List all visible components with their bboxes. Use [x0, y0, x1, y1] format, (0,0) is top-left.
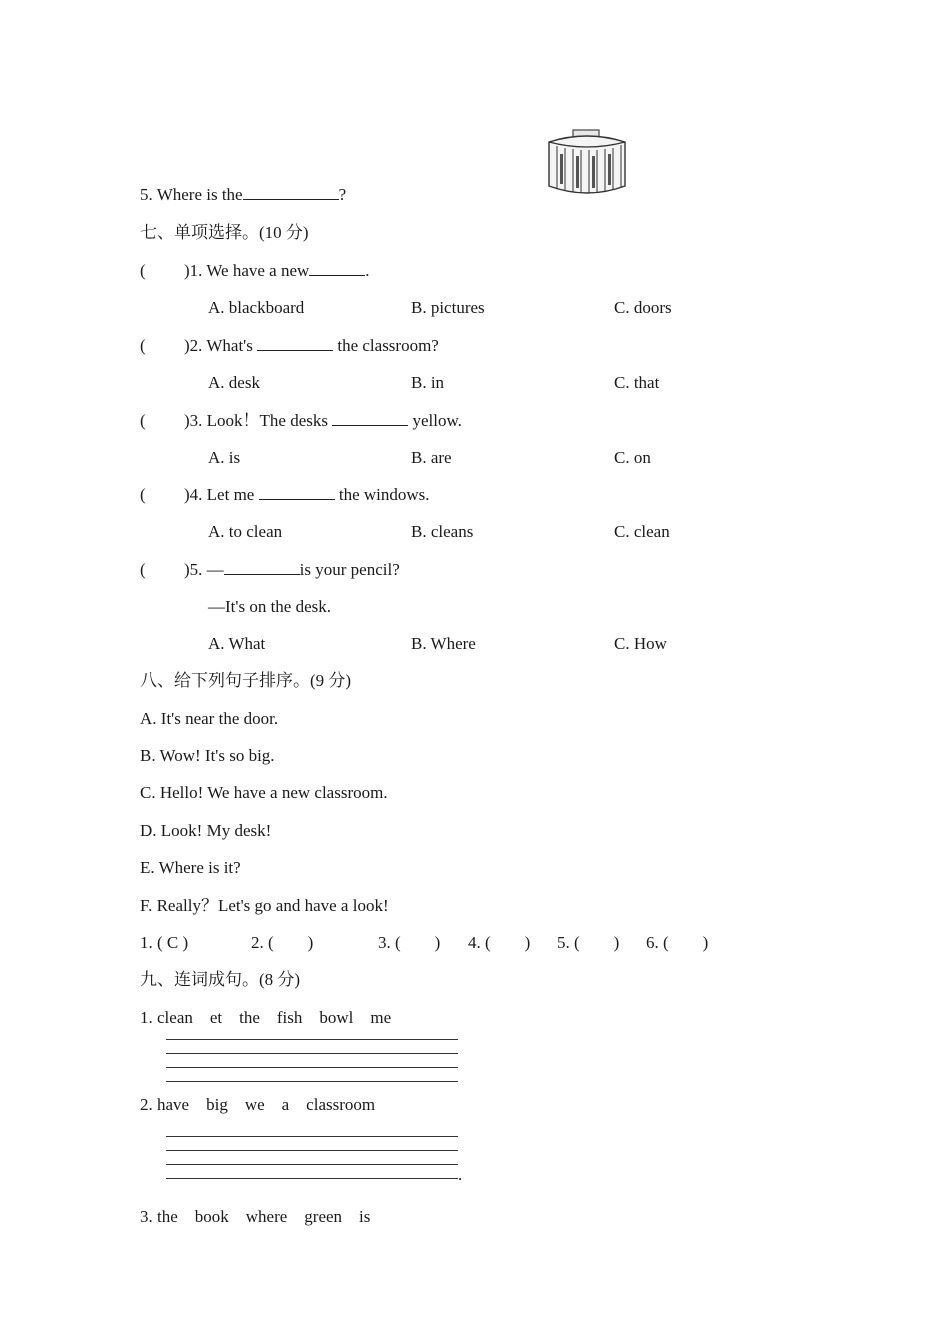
sentence-period: . — [458, 1165, 463, 1184]
sentence-b: B. Wow! It's so big. — [140, 746, 275, 765]
mc-option-4a: A. to clean — [208, 522, 283, 541]
mc-paren-1: ( — [140, 261, 146, 280]
writing-line[interactable] — [166, 1067, 458, 1068]
question-5-where — [140, 184, 346, 206]
mc-option-1c: C. doors — [614, 298, 672, 317]
mc-option-1a: A. blackboard — [208, 298, 305, 317]
writing-line[interactable] — [166, 1081, 458, 1082]
writing-line[interactable] — [166, 1053, 458, 1054]
answer-blank — [224, 559, 300, 575]
mc-paren-3: ( — [140, 411, 146, 430]
writing-line[interactable] — [166, 1136, 458, 1137]
sentence-a: A. It's near the door. — [140, 709, 279, 728]
mc-question-4: )4. Let me the windows. — [184, 485, 430, 504]
sentence-c: C. Hello! We have a new classroom. — [140, 783, 388, 802]
order-answer-4[interactable]: 4. ( ) — [468, 933, 531, 952]
sentence-f: F. Really？Let's go and have a look! — [140, 896, 389, 915]
mc-option-2a: A. desk — [208, 373, 260, 392]
sentence-e: E. Where is it? — [140, 858, 241, 877]
question-text: 5. Where is the — [140, 185, 243, 204]
mc-question-5: )5. — is your pencil? — [184, 560, 400, 579]
trash-bin-icon — [543, 126, 631, 198]
mc-reply-5: —It's on the desk. — [208, 597, 331, 616]
mc-option-1b: B. pictures — [411, 298, 485, 317]
mc-question-2: )2. What's the classroom? — [184, 336, 439, 355]
answer-blank — [309, 260, 365, 276]
mc-option-5b: B. Where — [411, 634, 476, 653]
answer-blank — [243, 184, 339, 200]
order-answer-6[interactable]: 6. ( ) — [646, 933, 709, 952]
writing-line[interactable] — [166, 1150, 458, 1151]
mc-option-4c: C. clean — [614, 522, 670, 541]
word-order-1: 1. clean et the fish bowl me — [140, 1008, 392, 1027]
mc-paren-5: ( — [140, 560, 146, 579]
word-order-2: 2. have big we a classroom — [140, 1095, 376, 1114]
sentence-d: D. Look! My desk! — [140, 821, 272, 840]
answer-blank — [332, 410, 408, 426]
writing-line[interactable] — [166, 1164, 458, 1165]
mc-paren-2: ( — [140, 336, 146, 355]
mc-option-3b: B. are — [411, 448, 452, 467]
order-answer-3[interactable]: 3. ( ) — [378, 933, 441, 952]
mc-option-5a: A. What — [208, 634, 266, 653]
mc-question-3: )3. Look！The desks yellow. — [184, 411, 462, 430]
section-8-heading: 八、给下列句子排序。(9 分) — [140, 671, 352, 690]
mc-option-3c: C. on — [614, 448, 651, 467]
writing-line[interactable] — [166, 1039, 458, 1040]
word-order-3: 3. the book where green is — [140, 1207, 371, 1226]
answer-blank — [259, 484, 335, 500]
section-9-heading: 九、连词成句。(8 分) — [140, 970, 301, 989]
answer-blank — [257, 335, 333, 351]
order-answer-2[interactable]: 2. ( ) — [251, 933, 314, 952]
order-answer-5[interactable]: 5. ( ) — [557, 933, 620, 952]
mc-option-2c: C. that — [614, 373, 660, 392]
mc-paren-4: ( — [140, 485, 146, 504]
writing-line[interactable] — [166, 1178, 458, 1179]
mc-option-2b: B. in — [411, 373, 445, 392]
mc-question-1: )1. We have a new . — [184, 261, 370, 280]
mc-option-5c: C. How — [614, 634, 667, 653]
question-mark: ? — [338, 185, 347, 204]
mc-option-4b: B. cleans — [411, 522, 474, 541]
order-answer-1: 1. ( C ) — [140, 933, 189, 952]
section-7-heading: 七、单项选择。(10 分) — [140, 223, 309, 242]
mc-option-3a: A. is — [208, 448, 241, 467]
